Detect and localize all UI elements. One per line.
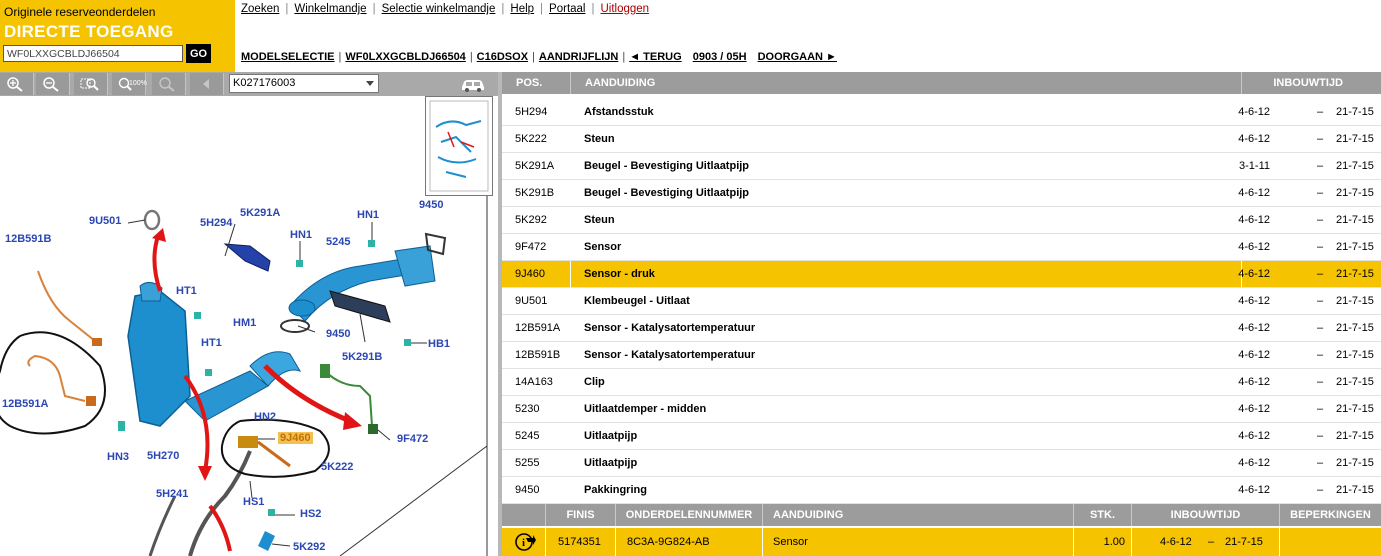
header-aanduiding[interactable]: AANDUIDING	[571, 72, 1242, 94]
row-description: Klembeugel - Uitlaat	[584, 295, 690, 307]
label-hn2[interactable]: HN2	[254, 411, 277, 423]
row-to: 21-7-15	[1336, 268, 1374, 280]
diagram-thumbnail[interactable]	[425, 96, 493, 196]
table-row[interactable]	[502, 126, 1381, 153]
parts-table	[502, 72, 1381, 504]
label-5h294[interactable]: 5H294	[200, 217, 233, 229]
row-from: 4-6-12	[1238, 376, 1270, 388]
row-from: 4-6-12	[1238, 241, 1270, 253]
crumb-date[interactable]: 0903 / 05H	[692, 51, 747, 63]
row-dash: –	[1317, 241, 1324, 253]
label-5k291a[interactable]: 5K291A	[240, 207, 281, 219]
row-description: Afstandsstuk	[584, 106, 654, 118]
brand-box	[0, 0, 235, 72]
row-to: 21-7-15	[1336, 322, 1374, 334]
top-nav: Zoeken | Winkelmandje | Selectie winkelmandje | Help | Portaal | Uitloggen	[241, 3, 650, 15]
table-row[interactable]	[502, 423, 1381, 450]
detail-dash: –	[1208, 536, 1215, 548]
row-dash: –	[1317, 133, 1324, 145]
crumb-vin[interactable]: WF0LXXGCBLDJ66504	[345, 51, 466, 63]
zoom-area-button[interactable]	[74, 73, 108, 95]
table-row-selected[interactable]	[502, 261, 1381, 288]
detail-part-number: 8C3A-9G824-AB	[616, 528, 763, 556]
illustration-select[interactable]	[229, 74, 379, 93]
row-to: 21-7-15	[1336, 484, 1374, 496]
zoom-area-icon	[80, 76, 102, 92]
row-to: 21-7-15	[1336, 133, 1374, 145]
row-to: 21-7-15	[1336, 106, 1374, 118]
label-5k222[interactable]: 5K222	[321, 461, 354, 473]
row-dash: –	[1317, 349, 1324, 361]
chevron-down-icon	[366, 81, 374, 86]
row-dash: –	[1317, 295, 1324, 307]
row-from: 4-6-12	[1238, 322, 1270, 334]
label-12b591b[interactable]: 12B591B	[5, 233, 52, 245]
label-hn1-top[interactable]: HN1	[357, 209, 380, 221]
row-from: 4-6-12	[1238, 349, 1270, 361]
label-hs1[interactable]: HS1	[243, 496, 265, 508]
table-row[interactable]	[502, 288, 1381, 315]
row-to: 21-7-15	[1336, 241, 1374, 253]
row-pos: 5K291B	[515, 187, 555, 199]
zoom-100-button[interactable]	[112, 73, 146, 95]
detail-to: 21-7-15	[1225, 536, 1263, 548]
detail-finis: 5174351	[546, 528, 616, 556]
row-pos: 5K291A	[515, 160, 555, 172]
row-from: 4-6-12	[1238, 295, 1270, 307]
row-description: Uitlaatpijp	[584, 430, 638, 442]
row-description: Steun	[584, 214, 615, 226]
parts-table-header	[502, 72, 1381, 94]
table-row[interactable]	[502, 180, 1381, 207]
diagram-toolbar	[0, 72, 498, 96]
nav-zoeken[interactable]: Zoeken	[241, 3, 280, 15]
header-beperkingen[interactable]: BEPERKINGEN	[1290, 509, 1371, 521]
label-5h270[interactable]: 5H270	[147, 450, 180, 462]
parts-diagram[interactable]	[0, 96, 498, 556]
label-5k292[interactable]: 5K292	[293, 541, 326, 553]
row-dash: –	[1317, 214, 1324, 226]
detail-table-header	[502, 504, 1381, 526]
row-pos: 9J460	[515, 268, 545, 280]
table-row[interactable]	[502, 153, 1381, 180]
illustration-select-value: K027176003	[233, 77, 296, 89]
row-pos: 9F472	[515, 241, 547, 253]
label-ht1-top[interactable]: HT1	[176, 285, 197, 297]
label-9f472[interactable]: 9F472	[397, 433, 429, 445]
label-hs2[interactable]: HS2	[300, 508, 322, 520]
row-from: 4-6-12	[1238, 214, 1270, 226]
row-from: 4-6-12	[1238, 268, 1270, 280]
header-finis[interactable]: FINIS	[546, 504, 616, 526]
row-from: 4-6-12	[1238, 484, 1270, 496]
add-to-cart-icon[interactable]	[514, 532, 536, 552]
breadcrumb: MODELSELECTIE | WF0LXXGCBLDJ66504 | C16DSOX | AANDRIJFLIJN | ◄ TERUG 0903 / 05H DOORGAAN ►	[241, 51, 837, 63]
row-dash: –	[1317, 457, 1324, 469]
row-dash: –	[1317, 430, 1324, 442]
label-hm1[interactable]: HM1	[233, 317, 257, 329]
row-dash: –	[1317, 187, 1324, 199]
row-to: 21-7-15	[1336, 214, 1374, 226]
vin-input[interactable]	[3, 45, 183, 62]
row-from: 4-6-12	[1238, 106, 1270, 118]
car-icon[interactable]	[458, 75, 488, 93]
zoom-in-icon	[6, 76, 26, 92]
row-from: 4-6-12	[1238, 457, 1270, 469]
row-to: 21-7-15	[1336, 376, 1374, 388]
row-to: 21-7-15	[1336, 403, 1374, 415]
row-to: 21-7-15	[1336, 160, 1374, 172]
table-row[interactable]	[502, 369, 1381, 396]
row-pos: 5255	[515, 457, 540, 469]
row-description: Steun	[584, 133, 615, 145]
part-detail-table	[502, 504, 1381, 556]
row-description: Sensor - Katalysatortemperatuur	[584, 349, 756, 361]
row-dash: –	[1317, 322, 1324, 334]
back-link[interactable]: ◄ TERUG	[629, 51, 682, 63]
label-hn3[interactable]: HN3	[107, 451, 130, 463]
zoom-disabled-button[interactable]	[152, 73, 186, 95]
row-pos: 5K292	[515, 214, 547, 226]
label-5k291b[interactable]: 5K291B	[342, 351, 383, 363]
table-row[interactable]	[502, 207, 1381, 234]
header-icon-col	[502, 504, 546, 526]
table-row[interactable]	[502, 477, 1381, 504]
zoom-100-icon	[118, 76, 147, 92]
nav-portaal[interactable]: Portaal	[549, 3, 586, 15]
label-5245[interactable]: 5245	[326, 236, 351, 248]
row-pos: 9450	[515, 484, 540, 496]
brand-subtitle: Originele reserveonderdelen	[4, 5, 156, 19]
zoom-out-button[interactable]	[36, 73, 70, 95]
svg-text:100%: 100%	[129, 80, 147, 87]
label-hn1[interactable]: HN1	[290, 229, 313, 241]
crumb-modelselectie[interactable]: MODELSELECTIE	[241, 51, 335, 63]
nav-help[interactable]: Help	[510, 3, 535, 15]
row-dash: –	[1317, 106, 1324, 118]
nav-selectie-winkelmandje[interactable]: Selectie winkelmandje	[381, 3, 496, 15]
row-to: 21-7-15	[1336, 457, 1374, 469]
label-ht1[interactable]: HT1	[201, 337, 222, 349]
label-12b591a[interactable]: 12B591A	[2, 398, 49, 410]
row-dash: –	[1317, 268, 1324, 280]
row-pos: 5K222	[515, 133, 547, 145]
detail-built-period	[1132, 528, 1280, 556]
row-description: Clip	[584, 376, 605, 388]
row-divider	[570, 261, 571, 288]
row-description: Sensor	[584, 241, 622, 253]
row-dash: –	[1317, 403, 1324, 415]
forward-link[interactable]: DOORGAAN ►	[757, 51, 837, 63]
table-row[interactable]	[502, 234, 1381, 261]
detail-quantity: 1.00	[1074, 528, 1132, 556]
row-to: 21-7-15	[1336, 349, 1374, 361]
label-9450-top[interactable]: 9450	[419, 199, 444, 211]
row-description: Sensor - Katalysatortemperatuur	[584, 322, 756, 334]
row-description: Beugel - Bevestiging Uitlaatpijp	[584, 187, 750, 199]
row-description: Uitlaatpijp	[584, 457, 638, 469]
crumb-group[interactable]: AANDRIJFLIJN	[538, 51, 619, 63]
table-row[interactable]	[502, 396, 1381, 423]
go-button[interactable]: GO	[186, 44, 211, 63]
detail-description: Sensor	[763, 528, 1074, 556]
arrow-left-icon	[196, 76, 216, 92]
row-from: 4-6-12	[1238, 430, 1270, 442]
row-description: Beugel - Bevestiging Uitlaatpijp	[584, 160, 750, 172]
row-from: 4-6-12	[1238, 187, 1270, 199]
label-9j460-highlighted[interactable]: 9J460	[280, 432, 311, 444]
row-from: 3-1-11	[1239, 160, 1270, 172]
label-9u501[interactable]: 9U501	[89, 215, 122, 227]
previous-button[interactable]	[190, 73, 224, 95]
header-pos[interactable]: POS.	[502, 72, 571, 94]
row-from: 4-6-12	[1238, 403, 1270, 415]
row-to: 21-7-15	[1336, 295, 1374, 307]
brand-title: DIRECTE TOEGANG	[4, 22, 174, 41]
label-5h241[interactable]: 5H241	[156, 488, 189, 500]
row-pos: 14A163	[515, 376, 553, 388]
nav-uitloggen[interactable]: Uitloggen	[600, 3, 650, 15]
row-pos: 9U501	[515, 295, 548, 307]
row-pos: 12B591B	[515, 349, 561, 361]
label-9450[interactable]: 9450	[326, 328, 351, 340]
row-description: Sensor - druk	[584, 268, 655, 280]
row-to: 21-7-15	[1336, 430, 1374, 442]
header-stk[interactable]: STK.	[1074, 504, 1132, 526]
row-dash: –	[1317, 484, 1324, 496]
row-pos: 12B591A	[515, 322, 561, 334]
header-detail-aanduiding[interactable]: AANDUIDING	[763, 504, 1074, 526]
row-to: 21-7-15	[1336, 187, 1374, 199]
header-detail-inbouwtijd[interactable]: INBOUWTIJD	[1132, 504, 1280, 526]
thumbnail-image	[426, 97, 492, 195]
magnifier-icon	[158, 76, 178, 92]
row-dash: –	[1317, 376, 1324, 388]
detail-action-cell[interactable]	[502, 528, 546, 556]
zoom-out-icon	[42, 76, 62, 92]
nav-winkelmandje[interactable]: Winkelmandje	[294, 3, 367, 15]
row-from: 4-6-12	[1238, 133, 1270, 145]
row-dash: –	[1317, 160, 1324, 172]
table-row[interactable]	[502, 342, 1381, 369]
row-pos: 5230	[515, 403, 540, 415]
crumb-engine[interactable]: C16DSOX	[476, 51, 529, 63]
header-inbouwtijd[interactable]: INBOUWTIJD	[1273, 77, 1343, 89]
table-row[interactable]	[502, 99, 1381, 126]
table-row[interactable]	[502, 450, 1381, 477]
zoom-in-button[interactable]	[0, 73, 34, 95]
detail-row[interactable]	[502, 528, 1381, 556]
table-row[interactable]	[502, 315, 1381, 342]
svg-text:i: i	[522, 537, 526, 549]
row-description: Pakkingring	[584, 484, 647, 496]
label-hb1[interactable]: HB1	[428, 338, 451, 350]
row-description: Uitlaatdemper - midden	[584, 403, 707, 415]
detail-limits	[1280, 528, 1381, 556]
detail-from: 4-6-12	[1160, 536, 1192, 548]
header-onderdelennummer[interactable]: ONDERDELENNUMMER	[616, 504, 763, 526]
row-pos: 5245	[515, 430, 540, 442]
row-pos: 5H294	[515, 106, 548, 118]
